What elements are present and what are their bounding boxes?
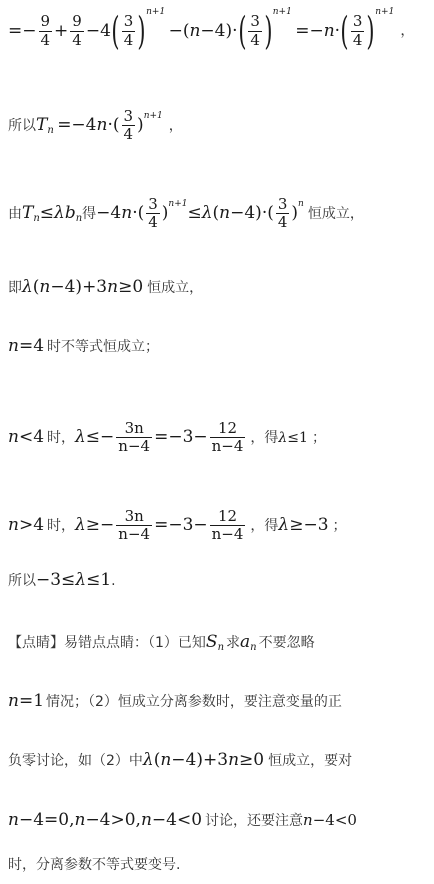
text-line-13: 时，分离参数不等式要变号. [8, 857, 181, 873]
fraction: $\frac{3n}{n-4}$ [118, 507, 151, 544]
text-line-11: 负零讨论，如（2）中 λ ( n −4)+3 n ≥0 恒成立，要对 [8, 750, 353, 770]
text-line-12: n −4=0, n −4>0, n −4<0 讨论，还要注意 n −4<0 [8, 810, 357, 830]
fraction: $\frac{9}{4}$ [40, 12, 51, 49]
equation-line-7: n >4 时， λ ≥− $\frac{3n}{n-4}$ =−3− $\frac{12}{n-4}$ ，得 λ ≥−3 ； [8, 507, 347, 544]
fraction: $\frac{12}{n-4}$ [211, 507, 244, 544]
fraction: $\frac{12}{n-4}$ [211, 419, 244, 456]
fraction: $\frac{3}{4}$ [123, 12, 134, 49]
text-line-8: 所以 −3≤ λ ≤1 . [8, 570, 116, 590]
fraction: $\frac{3n}{n-4}$ [118, 419, 151, 456]
text-line-9: 【点睛】易错点点睛：（1）已知 S n 求 a n 不要忽略 [8, 632, 315, 653]
fraction: $\frac{3}{4}$ [148, 195, 158, 232]
fraction: $\frac{3}{4}$ [277, 195, 288, 232]
text-line-4: 即 λ ( n −4)+3 n ≥0 恒成立， [8, 277, 204, 297]
fraction: $\frac{9}{4}$ [72, 12, 82, 49]
fraction: $\frac{3}{4}$ [352, 12, 363, 49]
equation-line-1: =− $\frac{9}{4}$ + $\frac{9}{4}$ −4 ( $\frac{3}{4}$ ) n+1 −( n −4)· ( $\frac{3}{4}$ ) n+1 =− n · ( $\frac{3}{4}$ ) n+1 ， [8, 7, 415, 53]
equation-line-6: n <4 时， λ ≤− $\frac{3n}{n-4}$ =−3− $\frac{12}{n-4}$ ，得 λ ≤1 ； [8, 419, 326, 456]
text-line-5: n =4 时不等式恒成立； [8, 336, 160, 356]
fraction: $\frac{3}{4}$ [123, 107, 134, 144]
equation-line-3: 由 T n ≤ λb n 得 −4 n ·( $\frac{3}{4}$ ) n+1 ≤ λ ( n −4)·( $\frac{3}{4}$ ) n 恒成立， [8, 195, 364, 232]
text-line-10: n =1 情况；（2）恒成立分离参数时，要注意变量的正 [8, 691, 342, 711]
equation-line-2: 所以 T n =−4 n ·( $\frac{3}{4}$ ) n+1 ， [8, 107, 183, 144]
fraction: $\frac{3}{4}$ [250, 12, 260, 49]
